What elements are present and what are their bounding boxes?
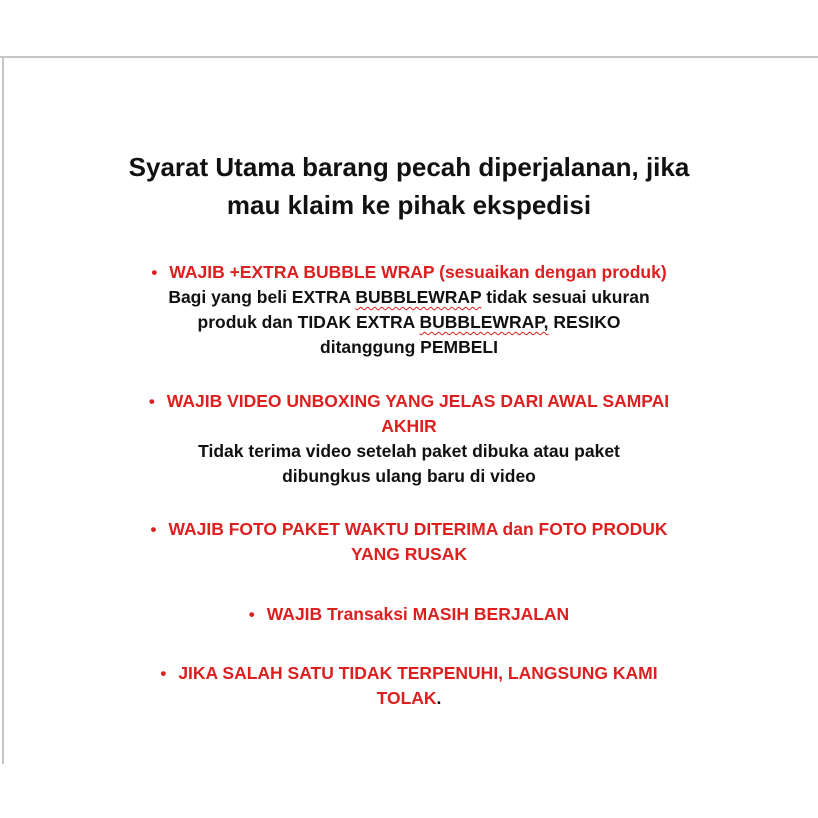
bullet-item: [60, 260, 758, 360]
bullet-list: [60, 260, 758, 711]
bullet-item: [60, 389, 758, 489]
bullet-line: [60, 439, 758, 464]
notice-content: [60, 148, 758, 740]
bullet-dot-icon: •: [150, 520, 157, 539]
text-segment: Tidak terima video setelah paket dibuka atau paket: [198, 441, 620, 461]
text-segment: RESIKO: [548, 312, 621, 332]
text-segment: WAJIB FOTO PAKET WAKTU DITERIMA dan FOTO PRODUK: [168, 519, 668, 539]
bullet-line: [60, 464, 758, 489]
page-border-left: [2, 56, 4, 764]
text-segment: AKHIR: [381, 416, 437, 436]
bullet-item: [60, 661, 758, 711]
bullet-first-line: [60, 389, 758, 414]
bullet-item: [60, 602, 758, 627]
bullet-line: [60, 686, 758, 711]
bullet-line: [60, 414, 758, 439]
text-segment: BUBBLEWRAP,: [419, 312, 549, 332]
text-segment: ditanggung PEMBELI: [320, 337, 498, 357]
text-segment: YANG RUSAK: [350, 544, 468, 564]
text-segment: BUBBLEWRAP: [355, 287, 482, 307]
bullet-first-line: [60, 260, 758, 285]
text-segment: .: [436, 688, 442, 708]
text-segment: TOLAK: [376, 688, 437, 708]
text-segment: JIKA SALAH SATU TIDAK TERPENUHI, LANGSUNG KAMI: [178, 663, 658, 683]
page-title-line1: Syarat Utama barang pecah diperjalanan, jika: [128, 152, 690, 182]
text-segment: tidak sesuai ukuran: [481, 287, 650, 307]
bullet-line: [60, 542, 758, 567]
bullet-first-line: [60, 517, 758, 542]
bullet-dot-icon: •: [248, 605, 255, 624]
text-segment: WAJIB VIDEO UNBOXING YANG JELAS DARI AWAL SAMPAI: [166, 391, 670, 411]
bullet-dot-icon: •: [160, 664, 167, 683]
text-segment: WAJIB Transaksi MASIH BERJALAN: [266, 604, 570, 624]
bullet-dot-icon: •: [148, 392, 155, 411]
page-title-line2: mau klaim ke pihak ekspedisi: [226, 190, 592, 220]
text-segment: Bagi yang beli EXTRA: [168, 287, 356, 307]
bullet-first-line: [60, 602, 758, 627]
page-title: [60, 148, 758, 224]
bullet-line: [60, 335, 758, 360]
bullet-dot-icon: •: [151, 263, 158, 282]
bullet-line: [60, 310, 758, 335]
bullet-first-line: [60, 661, 758, 686]
page-border-top: [0, 56, 818, 58]
bullet-item: [60, 517, 758, 567]
text-segment: dibungkus ulang baru di video: [282, 466, 536, 486]
bullet-line: [60, 285, 758, 310]
text-segment: WAJIB +EXTRA BUBBLE WRAP (sesuaikan dengan produk): [169, 262, 667, 282]
text-segment: produk dan TIDAK EXTRA: [197, 312, 420, 332]
